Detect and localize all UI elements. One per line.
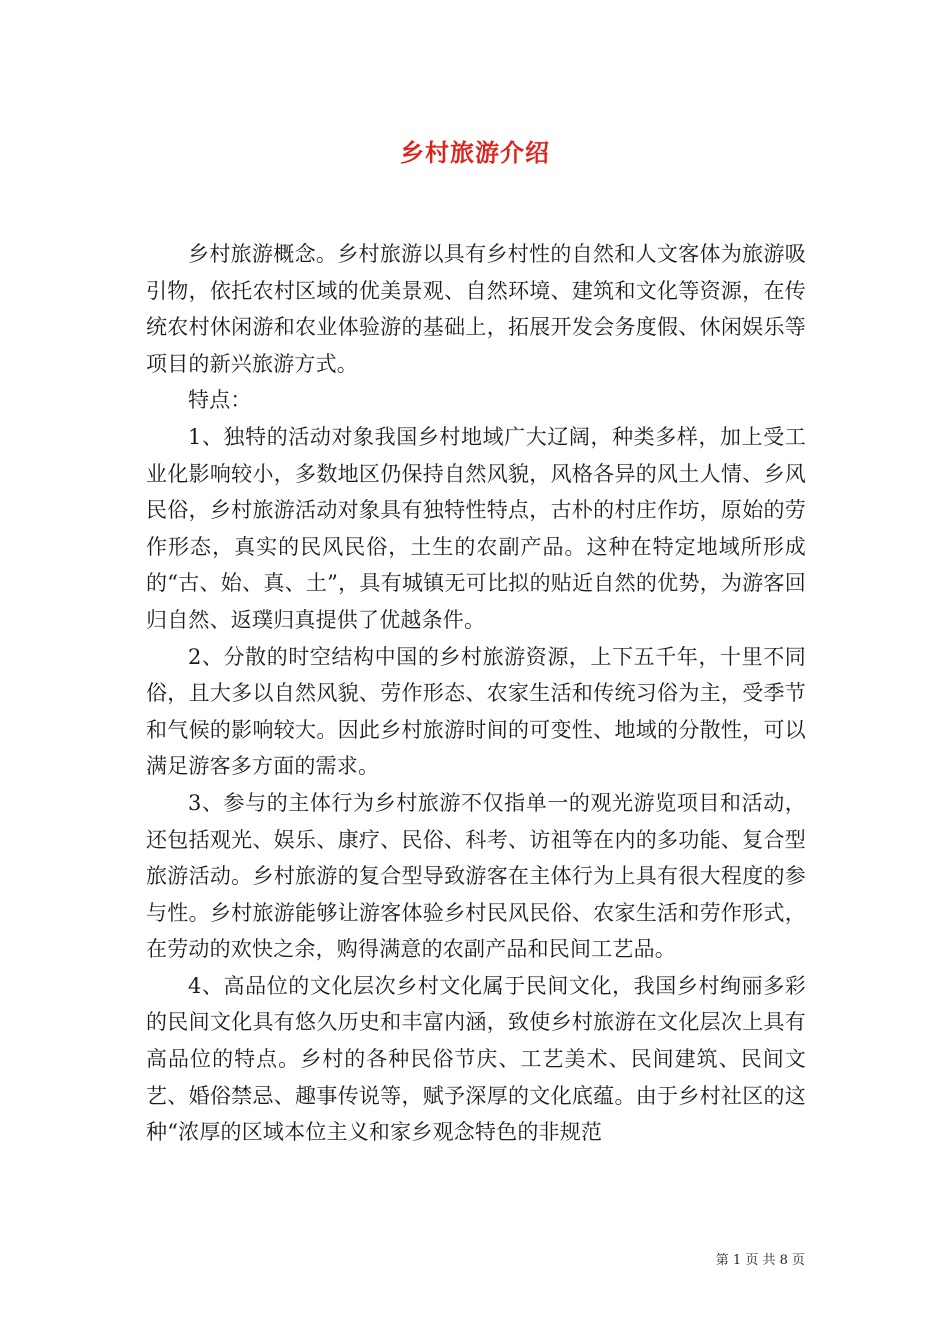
page-number-footer: 第 1 页 共 8 页 (715, 1253, 805, 1268)
document-body (146, 236, 806, 1151)
paragraph-feature-1: 1、独特的活动对象我国乡村地域广大辽阔，种类多样，加上受工业化影响较小，多数地区仍保持自然风貌，风格各异的风土人情、乡风民俗，乡村旅游活动对象具有独特性特点，古朴的村庄作坊，原始的劳作形态，真实的民风民俗，土生的农副产品。这种在特定地域所形成的“古、始、真、土”，具有城镇无可比拟的贴近自然的优势，为游客回归自然、返璞归真提供了优越条件。 (146, 424, 806, 632)
paragraph-feature-3: 3、参与的主体行为乡村旅游不仅指单一的观光游览项目和活动，还包括观光、娱乐、康疗、民俗、科考、访祖等在内的多功能、复合型旅游活动。乡村旅游的复合型导致游客在主体行为上具有很大程度的参与性。乡村旅游能够让游客体验乡村民风民俗、农家生活和劳作形式，在劳动的欢快之余，购得满意的农副产品和民间工艺品。 (146, 790, 806, 962)
paragraph-concept: 乡村旅游概念。乡村旅游以具有乡村性的自然和人文客体为旅游吸引物，依托农村区域的优美景观、自然环境、建筑和文化等资源，在传统农村休闲游和农业体验游的基础上，拓展开发会务度假、休闲娱乐等项目的新兴旅游方式。 (146, 242, 806, 376)
paragraph-features-heading: 特点： (188, 388, 252, 413)
paragraph-feature-4: 4、高品位的文化层次乡村文化属于民间文化，我国乡村绚丽多彩的民间文化具有悠久历史和丰富内涵，致使乡村旅游在文化层次上具有高品位的特点。乡村的各种民俗节庆、工艺美术、民间建筑、民间文艺、婚俗禁忌、趣事传说等，赋予深厚的文化底蕴。由于乡村社区的这种“浓厚的区域本位主义和家乡观念特色的非规范 (146, 973, 806, 1145)
document-title: 乡村旅游介绍 (400, 139, 550, 167)
paragraph-feature-2: 2、分散的时空结构中国的乡村旅游资源，上下五千年，十里不同俗，且大多以自然风貌、劳作形态、农家生活和传统习俗为主，受季节和气候的影响较大。因此乡村旅游时间的可变性、地域的分散性，可以满足游客多方面的需求。 (146, 644, 806, 779)
